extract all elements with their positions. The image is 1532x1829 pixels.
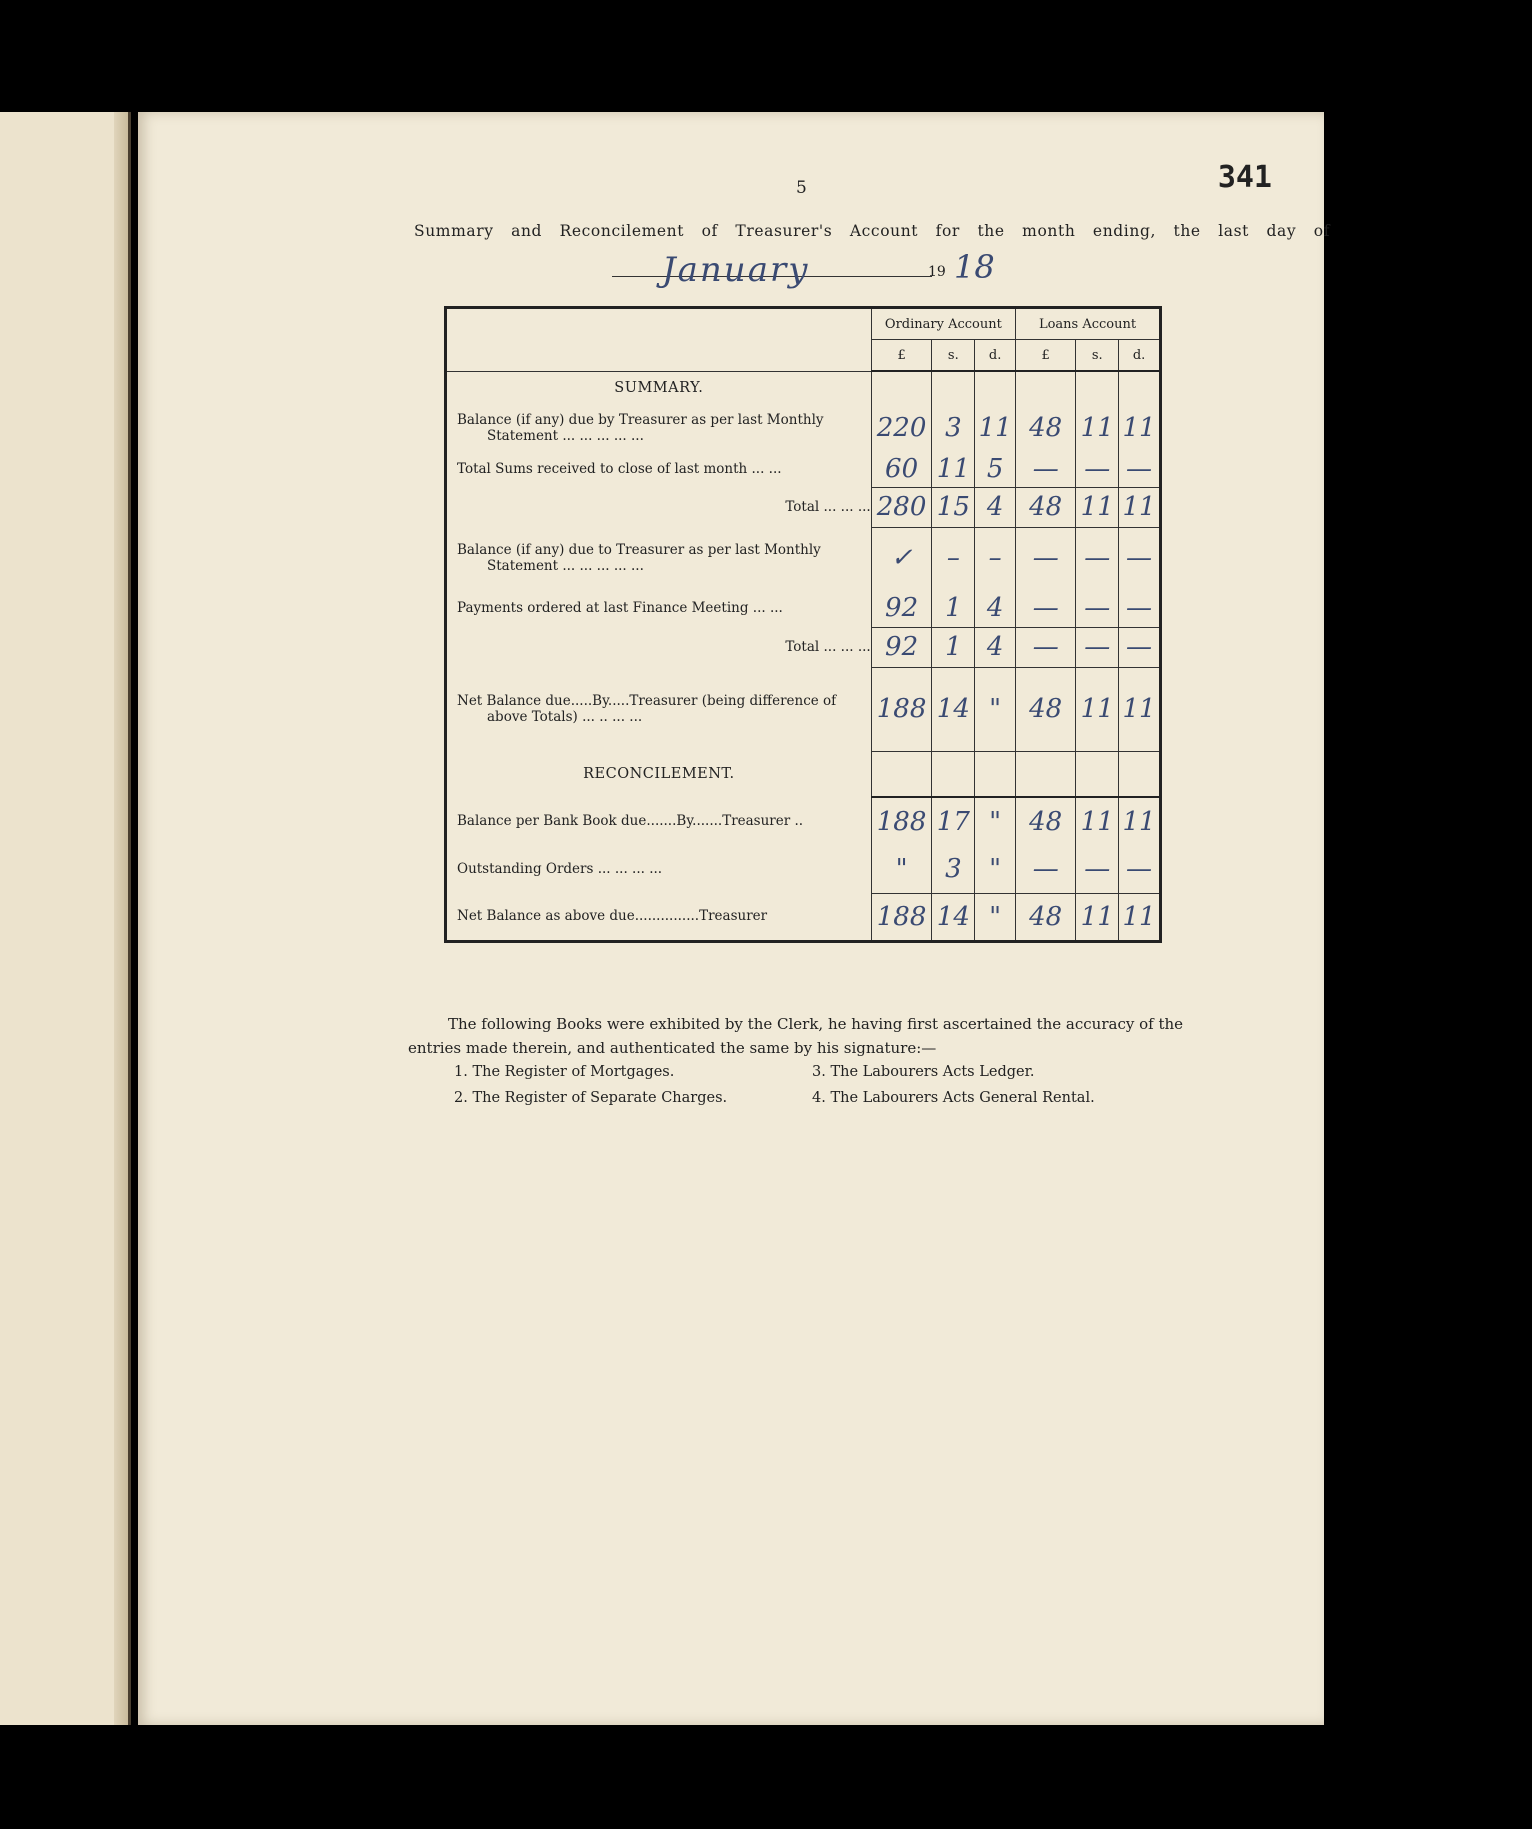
row-label: Net Balance as above due...............Treasurer bbox=[457, 908, 768, 925]
unit-shillings: s. bbox=[1076, 340, 1119, 372]
cell-value: — bbox=[1016, 527, 1076, 589]
unit-pence: d. bbox=[1119, 340, 1161, 372]
cell-value: – bbox=[932, 527, 975, 589]
book-item: 4. The Labourers Acts General Rental. bbox=[812, 1090, 1095, 1106]
month-line bbox=[612, 250, 1012, 290]
row-label: Balance (if any) due by Treasurer as per last Monthly bbox=[457, 412, 824, 428]
cell-value: 5 bbox=[975, 451, 1016, 487]
row-label: Balance (if any) due to Treasurer as per last Monthly bbox=[457, 542, 821, 558]
cell-value: 60 bbox=[871, 451, 932, 487]
summary-title: SUMMARY. bbox=[614, 380, 704, 397]
cell-value: " bbox=[975, 845, 1016, 893]
account-table bbox=[444, 306, 1162, 943]
cell-value: 1 bbox=[932, 589, 975, 627]
cell-value: 4 bbox=[975, 589, 1016, 627]
cell-value: — bbox=[1119, 845, 1161, 893]
cell-value: 188 bbox=[871, 667, 932, 751]
unit-pounds: £ bbox=[871, 340, 932, 372]
cell-value: 11 bbox=[1076, 797, 1119, 845]
cell-value: 11 bbox=[1119, 405, 1161, 451]
ledger-page bbox=[138, 112, 1331, 1725]
cell-value: 11 bbox=[1076, 893, 1119, 941]
table-row bbox=[446, 797, 1161, 845]
unit-shillings: s. bbox=[932, 340, 975, 372]
cell-value: — bbox=[1016, 589, 1076, 627]
loans-account-header: Loans Account bbox=[1016, 308, 1161, 340]
cell-value: 48 bbox=[1016, 667, 1076, 751]
row-label: Total Sums received to close of last month ... ... bbox=[457, 461, 782, 477]
cell-value: " bbox=[975, 667, 1016, 751]
cell-value: 11 bbox=[1119, 487, 1161, 527]
cell-value: — bbox=[1076, 627, 1119, 667]
table-row bbox=[446, 589, 1161, 627]
cell-value: 92 bbox=[871, 627, 932, 667]
cell-value: 188 bbox=[871, 797, 932, 845]
folio-number: 341 bbox=[1217, 160, 1272, 195]
row-label: Balance per Bank Book due.......By.......Treasurer .. bbox=[457, 813, 804, 829]
table-row bbox=[446, 527, 1161, 589]
cell-value: — bbox=[1016, 451, 1076, 487]
cell-value: — bbox=[1076, 451, 1119, 487]
cell-value: — bbox=[1016, 845, 1076, 893]
row-label: Total ... ... ... bbox=[785, 499, 871, 515]
cell-value: 4 bbox=[975, 627, 1016, 667]
reconcilement-title: RECONCILEMENT. bbox=[583, 766, 735, 782]
ordinary-account-header: Ordinary Account bbox=[871, 308, 1015, 340]
table-row bbox=[446, 893, 1161, 941]
table-row-total bbox=[446, 487, 1161, 527]
book-item: 3. The Labourers Acts Ledger. bbox=[812, 1064, 1035, 1080]
cell-value: — bbox=[1076, 845, 1119, 893]
row-label-cont: above Totals) ... .. ... ... bbox=[487, 709, 643, 725]
row-label-cont: Statement ... ... ... ... ... bbox=[487, 428, 644, 444]
year-handwritten: 18 bbox=[954, 248, 995, 286]
cell-value: 11 bbox=[1119, 893, 1161, 941]
cell-value: — bbox=[1119, 527, 1161, 589]
table-row-total bbox=[446, 627, 1161, 667]
cell-value: 11 bbox=[1076, 667, 1119, 751]
table-row bbox=[446, 451, 1161, 487]
cell-value: 92 bbox=[871, 589, 932, 627]
table-row bbox=[446, 845, 1161, 893]
cell-value: — bbox=[1119, 451, 1161, 487]
cell-value: " bbox=[871, 845, 932, 893]
cell-value: 48 bbox=[1016, 405, 1076, 451]
cell-value: 11 bbox=[932, 451, 975, 487]
row-label: Outstanding Orders ... ... ... ... bbox=[457, 861, 663, 877]
cell-value: " bbox=[975, 797, 1016, 845]
cell-value: 14 bbox=[932, 667, 975, 751]
month-handwritten: January bbox=[662, 250, 810, 290]
cell-value: " bbox=[975, 893, 1016, 941]
unit-pounds: £ bbox=[1016, 340, 1076, 372]
cell-value: 48 bbox=[1016, 487, 1076, 527]
cell-value: 3 bbox=[932, 405, 975, 451]
cell-value: — bbox=[1076, 589, 1119, 627]
row-label: Net Balance due.....By.....Treasurer (being difference of bbox=[457, 693, 837, 709]
page-heading: Summary and Reconcilement of Treasurer's Account for the month ending, the last day of bbox=[414, 222, 1331, 240]
cell-value: 15 bbox=[932, 487, 975, 527]
year-prefix: 19 bbox=[928, 264, 946, 280]
cell-value: — bbox=[1119, 589, 1161, 627]
cell-value: — bbox=[1076, 527, 1119, 589]
row-label-cont: Statement ... ... ... ... ... bbox=[487, 558, 644, 574]
cell-value: 4 bbox=[975, 487, 1016, 527]
row-label: Total ... ... ... bbox=[785, 639, 871, 655]
page-number: 5 bbox=[796, 178, 807, 198]
cell-value: 280 bbox=[871, 487, 932, 527]
unit-pence: d. bbox=[975, 340, 1016, 372]
cell-value: — bbox=[1016, 627, 1076, 667]
footer-text: The following Books were exhibited by the Clerk, he having first ascertained the accuracy of the entries made therein, and authenticated the same by his signature:— bbox=[408, 1015, 1184, 1057]
label-header bbox=[446, 308, 872, 372]
cell-value: 48 bbox=[1016, 797, 1076, 845]
book-item: 1. The Register of Mortgages. bbox=[454, 1064, 675, 1080]
cell-value: 14 bbox=[932, 893, 975, 941]
cell-value: 11 bbox=[1076, 405, 1119, 451]
row-label: Payments ordered at last Finance Meeting ... ... bbox=[457, 600, 783, 616]
left-page bbox=[0, 112, 131, 1725]
page-gutter bbox=[114, 112, 128, 1725]
cell-value: 188 bbox=[871, 893, 932, 941]
cell-value: 3 bbox=[932, 845, 975, 893]
cell-value: 1 bbox=[932, 627, 975, 667]
cell-value: 11 bbox=[975, 405, 1016, 451]
cell-value: 11 bbox=[1119, 667, 1161, 751]
cell-value: – bbox=[975, 527, 1016, 589]
footer-paragraph bbox=[408, 1012, 1208, 1060]
cell-value: — bbox=[1119, 627, 1161, 667]
table-row bbox=[446, 405, 1161, 451]
cell-value: 48 bbox=[1016, 893, 1076, 941]
cell-value: 11 bbox=[1076, 487, 1119, 527]
table-row bbox=[446, 667, 1161, 751]
cell-value: 11 bbox=[1119, 797, 1161, 845]
cell-value: ✓ bbox=[871, 527, 932, 589]
cell-value: 17 bbox=[932, 797, 975, 845]
book-item: 2. The Register of Separate Charges. bbox=[454, 1090, 728, 1106]
cell-value: 220 bbox=[871, 405, 932, 451]
